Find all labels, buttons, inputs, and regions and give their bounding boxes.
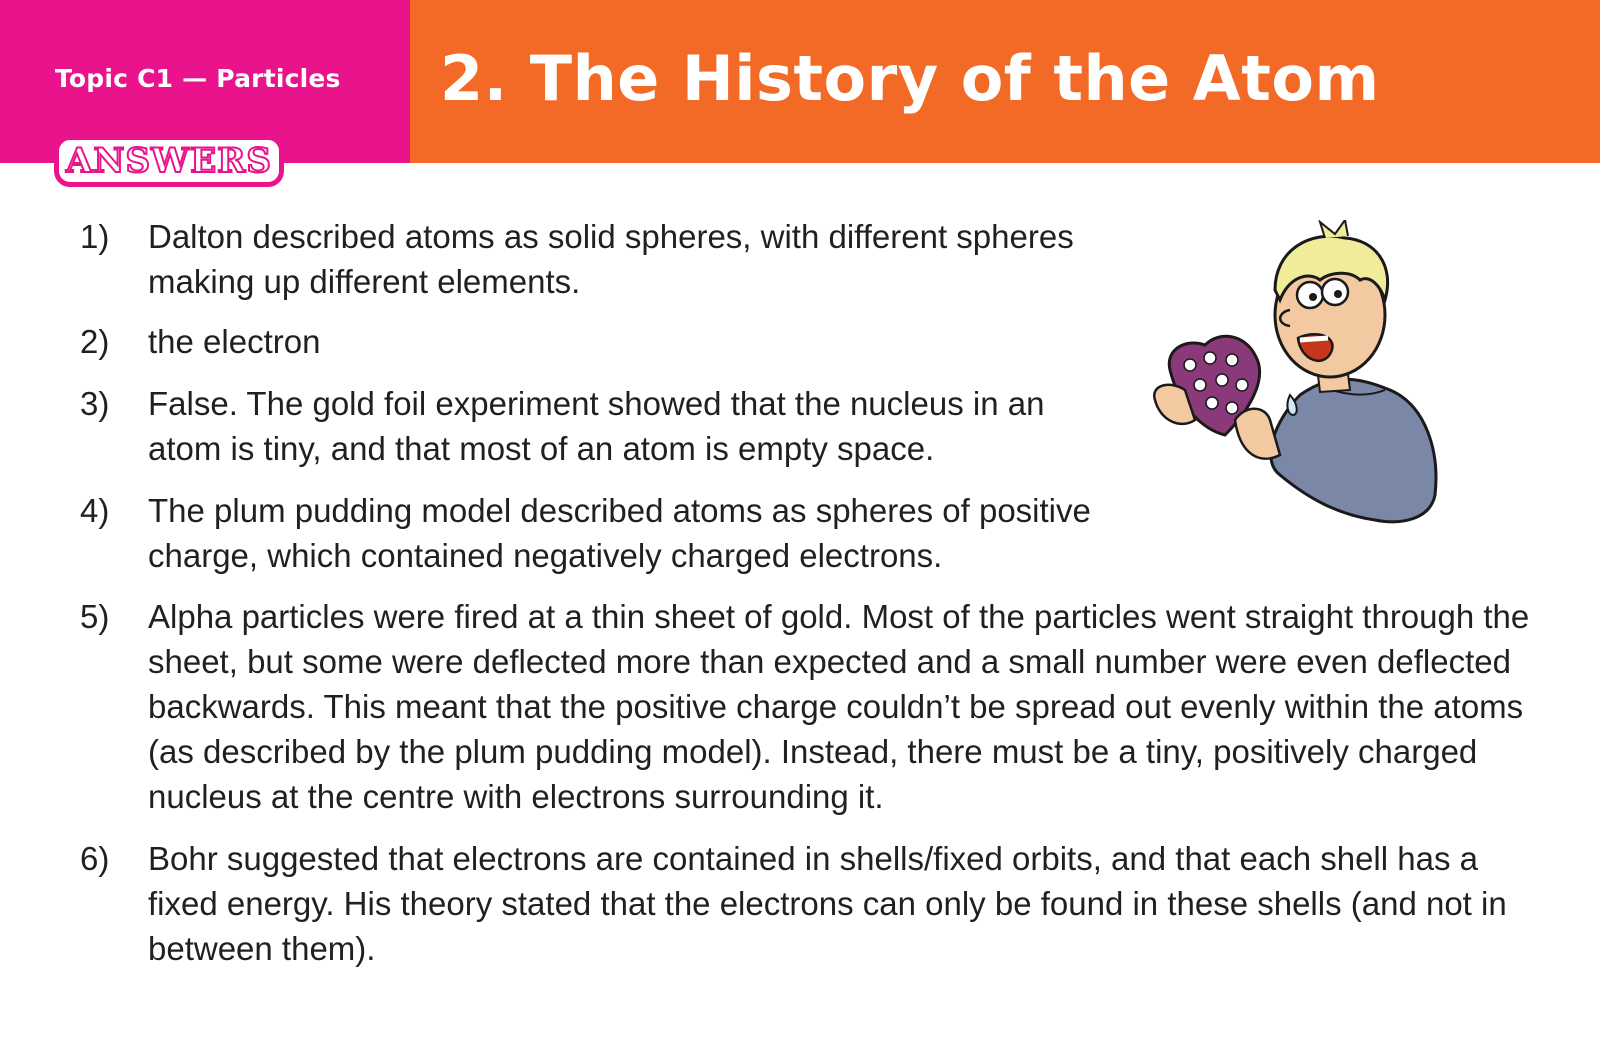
answer-number: 1) <box>80 218 110 255</box>
answer-text: False. The gold foil experiment showed that the nucleus in an atom is tiny, and that most of an atom is empty space. <box>148 385 1045 467</box>
title-banner <box>410 0 1600 163</box>
answers-badge-label: ANSWERS <box>66 141 272 181</box>
page-title: 2. The History of the Atom <box>440 42 1380 115</box>
answer-text: The plum pudding model described atoms as spheres of positive charge, which contained negatively charged electrons. <box>148 492 1091 574</box>
answer-number: 5) <box>80 598 110 635</box>
answer-text: Bohr suggested that electrons are contained in shells/fixed orbits, and that each shell has a fixed energy. His theory stated that the electrons can only be found in these shells (and not in between them). <box>148 840 1507 967</box>
answer-number: 3) <box>80 385 110 422</box>
answer-text: the electron <box>148 323 321 360</box>
answer-text: Alpha particles were fired at a thin sheet of gold. Most of the particles went straight through the sheet, but some were deflected more than expected and a small number were even deflected backwards. This meant that the positive charge couldn’t be spread out evenly within the atoms (as described by the plum pudding model). Instead, there must be a tiny, positively charged nucleus at the centre with electrons surrounding it. <box>148 598 1530 815</box>
topic-label: Topic C1 — Particles <box>55 64 341 93</box>
cartoon-man-holding-atom-icon <box>1150 220 1460 540</box>
answer-number: 4) <box>80 492 110 529</box>
answers-badge <box>54 135 284 187</box>
answer-number: 6) <box>80 840 110 877</box>
answer-number: 2) <box>80 323 110 360</box>
answer-text: Dalton described atoms as solid spheres, with different spheres making up different elements. <box>148 218 1074 300</box>
